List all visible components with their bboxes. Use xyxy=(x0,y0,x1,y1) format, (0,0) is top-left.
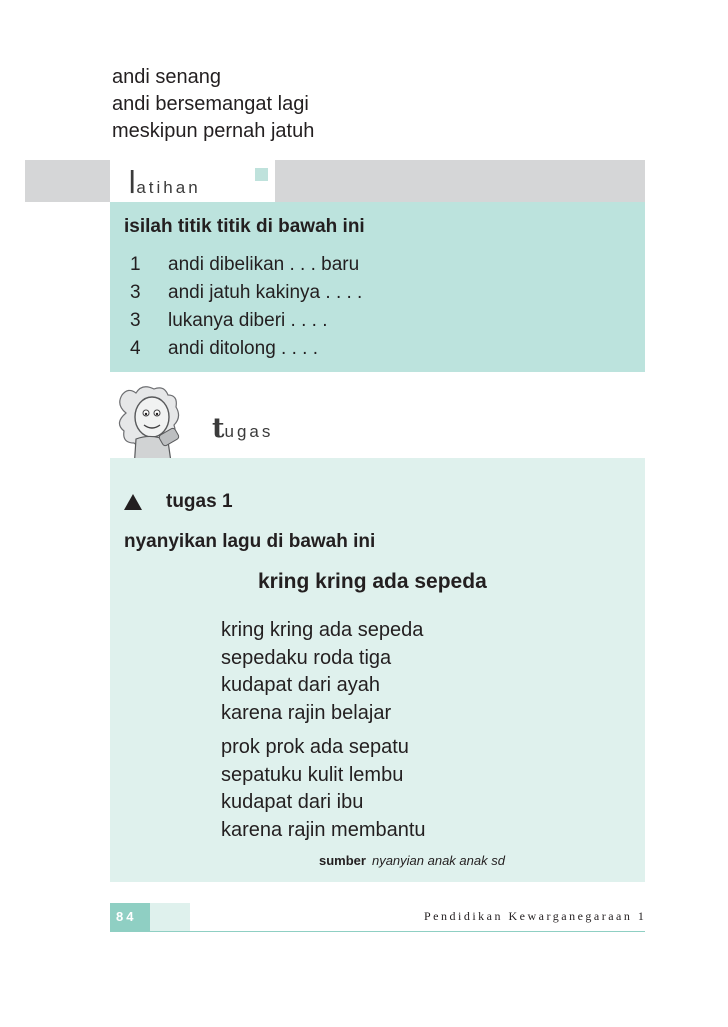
song-source xyxy=(319,853,505,868)
latihan-instruction: isilah titik titik di bawah ini xyxy=(124,216,365,237)
latihan-title xyxy=(128,166,201,201)
item-text: andi ditolong . . . . xyxy=(168,338,318,359)
item-number: 1 xyxy=(130,254,141,275)
item-number: 3 xyxy=(130,310,141,331)
list-item xyxy=(130,279,362,307)
list-item xyxy=(130,307,362,335)
lyric-line: sepedaku roda tiga xyxy=(221,646,392,669)
page-number: 84 xyxy=(110,903,150,931)
song-title: kring kring ada sepeda xyxy=(258,570,487,593)
item-text: andi dibelikan . . . baru xyxy=(168,254,360,275)
latihan-square-icon xyxy=(255,168,268,181)
source-label: sumber xyxy=(319,853,366,868)
task-label: tugas 1 xyxy=(166,491,233,512)
lyric-line: kudapat dari ayah xyxy=(221,674,381,696)
intro-line: andi senang xyxy=(112,66,221,88)
task-instruction: nyanyikan lagu di bawah ini xyxy=(124,531,376,552)
intro-line: meskipun pernah jatuh xyxy=(112,120,315,142)
footer-accent-bar xyxy=(150,903,190,931)
footer-divider xyxy=(110,931,645,932)
item-text: andi jatuh kakinya . . . . xyxy=(168,282,363,303)
intro-poem xyxy=(112,64,314,145)
item-number: 3 xyxy=(130,282,141,303)
lyric-line: kudapat dari ibu xyxy=(221,791,364,813)
latihan-title-initial: l xyxy=(128,166,137,201)
list-item xyxy=(130,335,362,363)
song-verse-2 xyxy=(221,734,426,844)
source-text: nyanyian anak anak sd xyxy=(371,853,505,868)
item-number: 4 xyxy=(130,338,141,359)
task-heading xyxy=(124,491,233,513)
lyric-line: karena rajin belajar xyxy=(221,701,392,724)
tugas-title-rest: ugas xyxy=(224,422,274,441)
latihan-title-rest: atihan xyxy=(136,178,201,197)
song-verse-1 xyxy=(221,617,423,727)
item-text: lukanya diberi . . . . xyxy=(168,310,328,331)
intro-line: andi bersemangat lagi xyxy=(112,93,309,115)
tugas-title-initial: t xyxy=(212,413,225,444)
tugas-title xyxy=(212,413,273,444)
latihan-list xyxy=(130,251,362,363)
lyric-line: karena rajin membantu xyxy=(221,818,426,841)
list-item xyxy=(130,251,362,279)
lyric-line: kring kring ada sepeda xyxy=(221,619,424,641)
lyric-line: sepatuku kulit lembu xyxy=(221,763,404,786)
lyric-line: prok prok ada sepatu xyxy=(221,736,409,758)
book-title: Pendidikan Kewarganegaraan 1 xyxy=(424,909,647,923)
triangle-bullet-icon xyxy=(124,494,142,510)
